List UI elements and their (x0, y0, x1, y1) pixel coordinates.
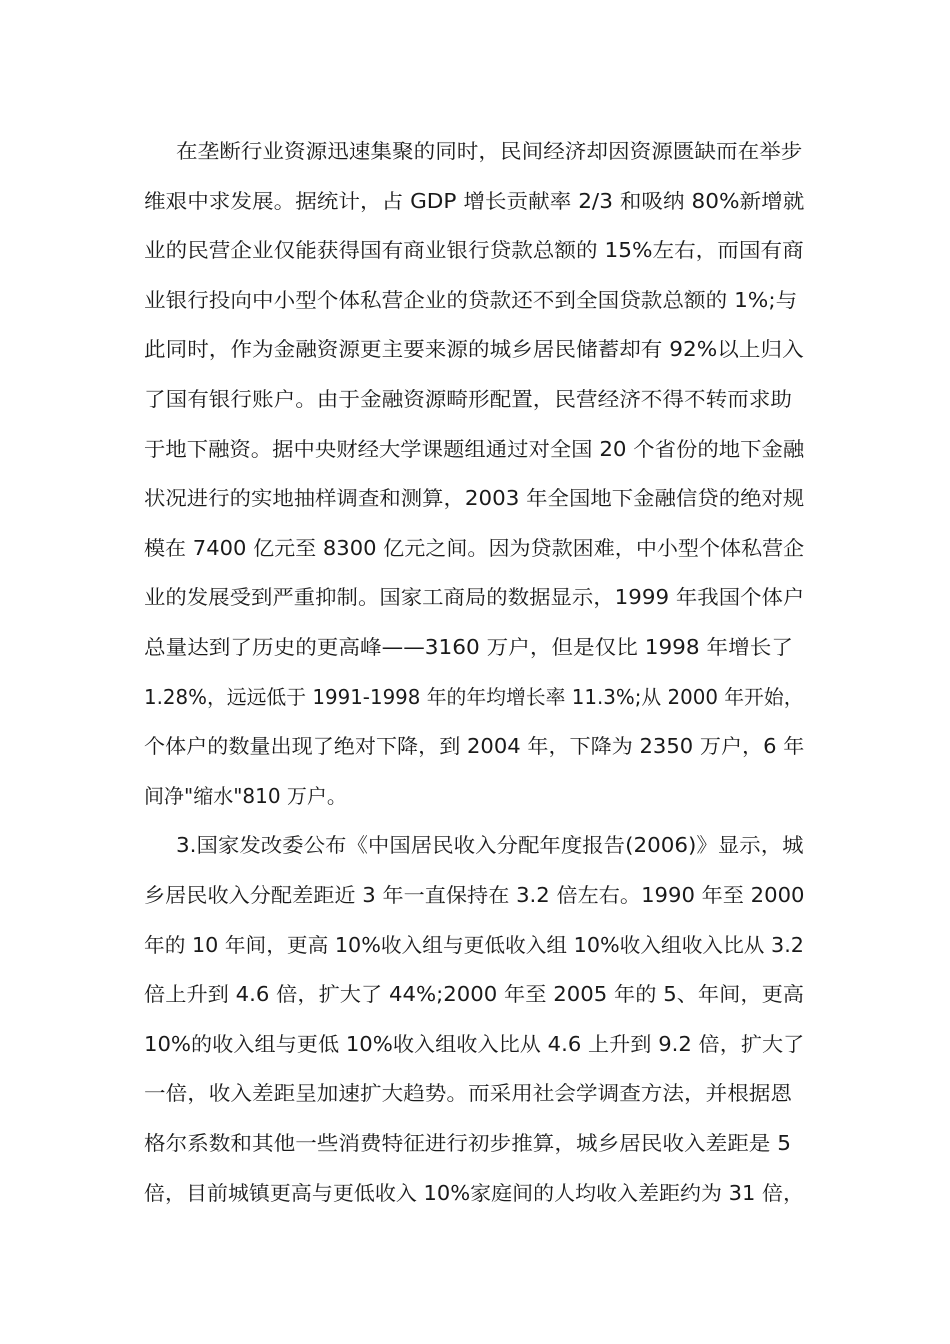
text-line: 业的民营企业仅能获得国有商业银行贷款总额的 15%左右，而国有商 (144, 238, 804, 263)
text-line: 1.28%，远远低于 1991-1998 年的年均增长率 11.3%;从 2000 年开始， (144, 684, 804, 709)
text-line: 了国有银行账户。由于金融资源畸形配置，民营经济不得不转而求助 (144, 387, 792, 411)
text-line: 一倍，收入差距呈加速扩大趋势。而采用社会学调查方法，并根据恩 (144, 1081, 792, 1106)
text-line: 此同时，作为金融资源更主要来源的城乡居民储蓄却有 92%以上归入 (144, 337, 804, 362)
text-line: 10%的收入组与更低 10%收入组收入比从 4.6 上升到 9.2 倍，扩大了 (144, 1031, 805, 1056)
text-line: 个体户的数量出现了绝对下降，到 2004 年，下降为 2350 万户，6 年 (144, 734, 805, 759)
text-line: 格尔系数和其他一些消费特征进行初步推算，城乡居民收入差距是 5 (144, 1131, 792, 1155)
text-line: 年的 10 年间，更高 10%收入组与更低收入组 10%收入组收入比从 3.2 (144, 932, 804, 957)
text-line: 总量达到了历史的更高峰——3160 万户，但是仅比 1998 年增长了 (144, 635, 793, 659)
text-line: 维艰中求发展。据统计，占 GDP 增长贡献率 2/3 和吸纳 80%新增就 (144, 188, 805, 213)
text-line: 业银行投向中小型个体私营企业的贷款还不到全国贷款总额的 1%;与 (144, 287, 798, 312)
text-line: 于地下融资。据中央财经大学课题组通过对全国 20 个省份的地下金融 (144, 436, 805, 461)
text-line: 间净"缩水"810 万户。 (144, 783, 347, 808)
text-line: 状况进行的实地抽样调查和测算，2003 年全国地下金融信贷的绝对规 (144, 486, 805, 511)
text-line: 业的发展受到严重抑制。国家工商局的数据显示，1999 年我国个体户 (144, 585, 805, 610)
text-line: 在垄断行业资源迅速集聚的同时，民间经济却因资源匮缺而在举步 (176, 139, 803, 163)
text-line: 模在 7400 亿元至 8300 亿元之间。因为贷款困难，中小型个体私营企 (144, 535, 805, 560)
text-line: 倍，目前城镇更高与更低收入 10%家庭间的人均收入差距约为 31 倍， (144, 1180, 804, 1205)
text-line: 3.国家发改委公布《中国居民收入分配年度报告(2006)》显示，城 (176, 833, 804, 858)
text-line: 倍上升到 4.6 倍，扩大了 44%;2000 年至 2005 年的 5、年间，更高 (144, 982, 805, 1007)
text-line: 乡居民收入分配差距近 3 年一直保持在 3.2 倍左右。1990 年至 2000 (144, 883, 805, 907)
